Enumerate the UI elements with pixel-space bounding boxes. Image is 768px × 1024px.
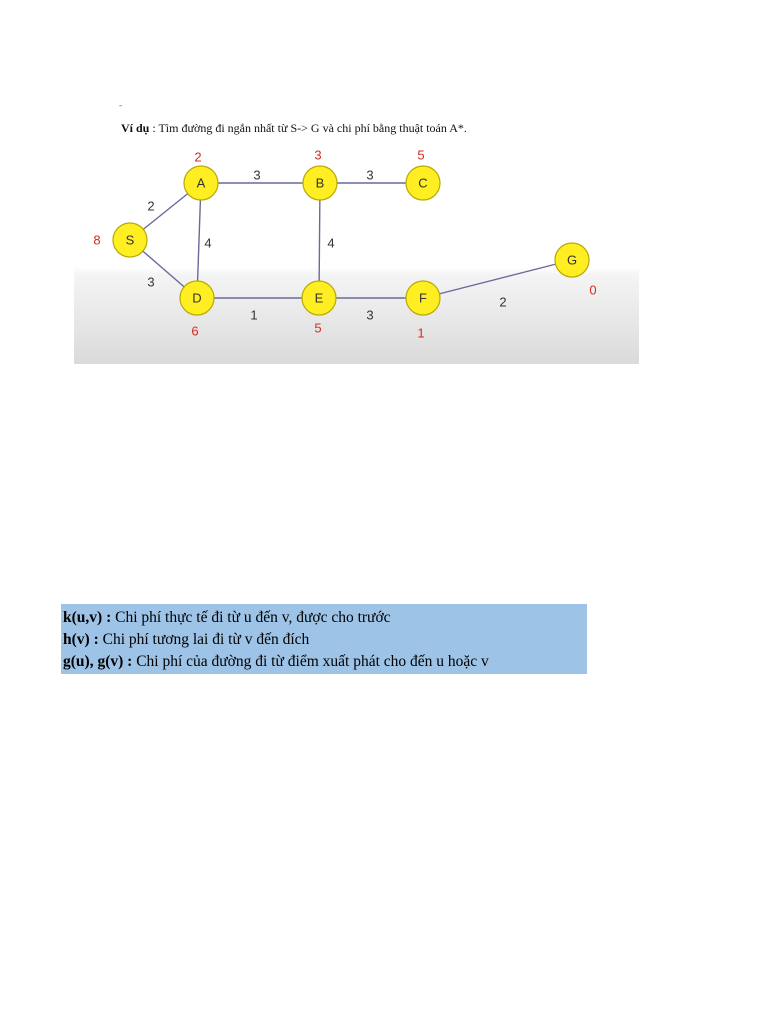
heuristic-a: 2 xyxy=(194,149,202,165)
heuristic-b: 3 xyxy=(314,147,322,163)
edge-weight-e-f: 3 xyxy=(366,307,374,323)
node-label-e: E xyxy=(314,290,324,306)
edge-weight-d-e: 1 xyxy=(250,307,258,323)
definition-term: h(v) : xyxy=(63,631,99,648)
heuristic-d: 6 xyxy=(191,323,199,339)
node-label-g: G xyxy=(566,252,578,268)
edge-weight-s-a: 2 xyxy=(147,198,155,214)
definition-h xyxy=(63,629,587,651)
definition-desc: Chi phí của đường đi từ điểm xuất phát cho đến u hoặc v xyxy=(132,653,489,670)
definition-desc: Chi phí tương lai đi từ v đến đích xyxy=(98,631,310,648)
graph-diagram xyxy=(0,0,768,400)
definition-term: k(u,v) : xyxy=(63,609,112,626)
edge-weight-s-d: 3 xyxy=(147,274,155,290)
node-label-a: A xyxy=(196,175,206,191)
definition-desc: Chi phí thực tế đi từ u đến v, được cho trước xyxy=(111,609,391,626)
heuristic-c: 5 xyxy=(417,147,425,163)
node-label-d: D xyxy=(192,290,202,306)
heuristics-layer xyxy=(93,148,596,341)
edge-weight-b-c: 3 xyxy=(366,167,374,183)
edge-weight-a-d: 4 xyxy=(204,235,212,251)
definition-g xyxy=(63,651,587,673)
heuristic-g: 0 xyxy=(589,282,597,298)
heuristic-s: 8 xyxy=(93,232,101,248)
definition-term: g(u), g(v) : xyxy=(63,653,133,670)
node-label-f: F xyxy=(419,290,427,306)
edge-weight-a-b: 3 xyxy=(253,167,261,183)
dot-mark: - xyxy=(119,100,122,110)
edge-f-g xyxy=(423,260,572,298)
heuristic-f: 1 xyxy=(417,325,425,341)
definitions-box xyxy=(61,604,587,674)
caption-text: : Tìm đường đi ngắn nhất từ S-> G và chi phí bằng thuật toán A*. xyxy=(149,121,467,135)
edge-weight-f-g: 2 xyxy=(499,294,507,310)
node-label-b: B xyxy=(315,175,325,191)
heuristic-e: 5 xyxy=(314,320,322,336)
edge-weight-b-e: 4 xyxy=(327,235,335,251)
definition-k xyxy=(63,607,587,629)
nodes-layer xyxy=(113,166,589,315)
node-label-s: S xyxy=(125,232,135,248)
node-label-c: C xyxy=(418,175,428,191)
caption-prefix: Ví dụ xyxy=(121,121,150,135)
